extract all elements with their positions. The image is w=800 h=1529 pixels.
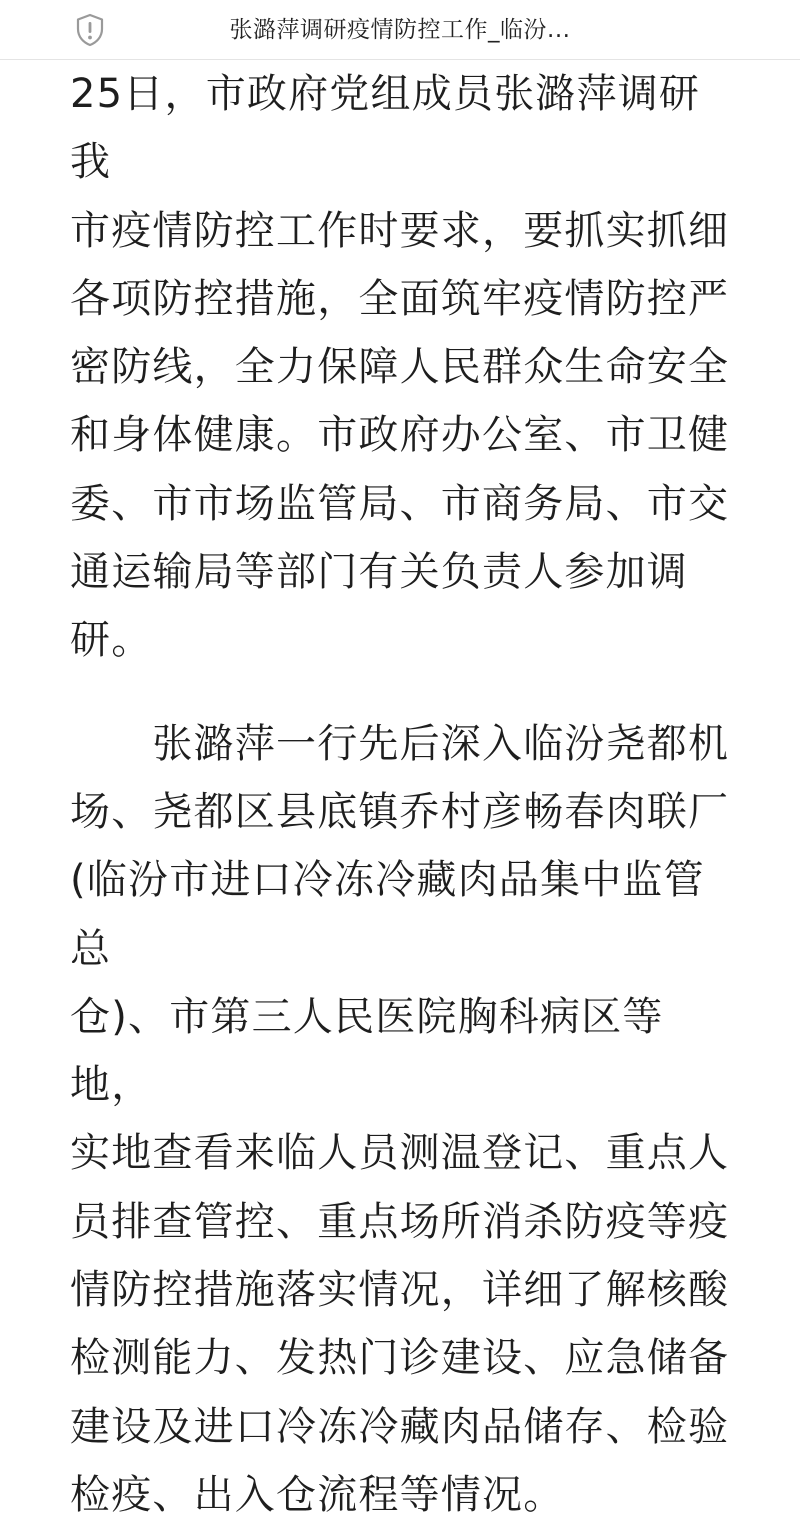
top-bar — [0, 0, 800, 60]
article-paragraph: 张潞萍一行先后深入临汾尧都机 场、尧都区县底镇乔村彦畅春肉联厂 (临汾市进口冷冻冷藏肉品集中监管总 仓)、市第三人民医院胸科病区等地， 实地查看来临人员测温登记、重点人 员排查管控、重点场所消杀防疫等疫 情防控措施落实情况，详细了解核酸 检测能力、发热门诊建设、应急储备 建设及进口冷冻冷藏肉品储存、检验 检疫、出入仓流程等情况。 — [70, 720, 730, 1518]
page-title: 张潞萍调研疫情防控工作_临汾... — [229, 17, 571, 43]
article-paragraph: 25日，市政府党组成员张潞萍调研我 市疫情防控工作时要求，要抓实抓细 各项防控措施，全面筑牢疫情防控严 密防线，全力保障人民群众生命安全 和身体健康。市政府办公室、市卫健 委、市市场监管局、市商务局、市交 通运输局等部门有关负责人参加调 研。 — [70, 71, 730, 664]
article-body — [70, 60, 730, 1529]
